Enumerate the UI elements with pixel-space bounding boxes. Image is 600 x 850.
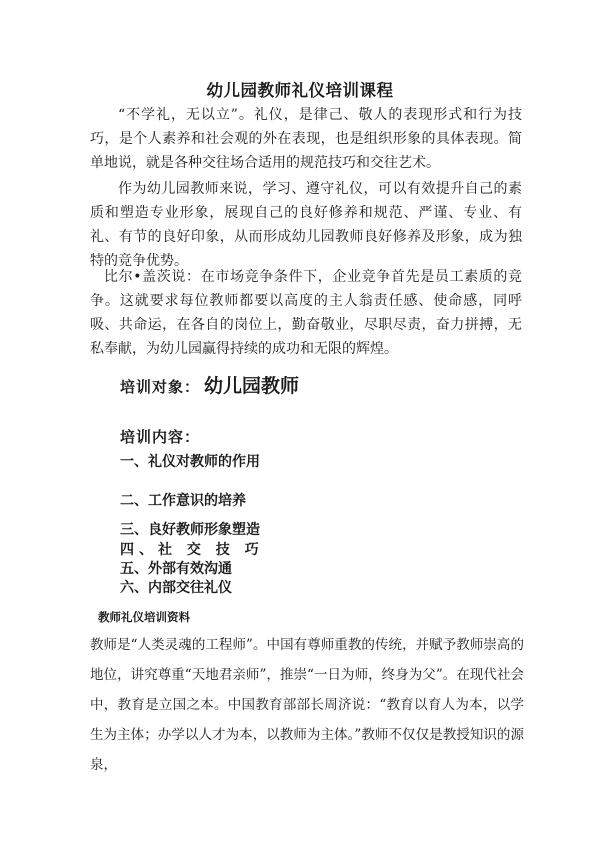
training-target — [120, 371, 299, 398]
content-item: 二、工作意识的培养 — [120, 493, 246, 509]
material-text: 教师是“人类灵魂的工程师”。中国有尊师重教的传统，并赋予教师崇高的地位，讲究尊重“天地君亲师”，推崇“一日为师，终身为父”。在现代社会中，教育是立国之本。中国教育部部长周济说：“教育以育人为本，以学生为主体；办学以人才为本，以教师为主体。”教师不仅仅是教授知识的源泉， — [90, 637, 524, 773]
teacher-paragraph: 作为幼儿园教师来说，学习、遵守礼仪，可以有效提升自己的素质和塑造专业形象，展现自己的良好修养和规范、严谨、专业、有礼、有节的良好印象，从而形成幼儿园教师良好修养及形象，成为独特的竞争优势。 — [90, 181, 522, 269]
content-item: 五、外部有效沟通 — [120, 561, 232, 577]
training-target-value: 幼儿园教师 — [204, 375, 300, 397]
intro-paragraph: “不学礼，无以立”。礼仪，是律己、敬人的表现形式和行为技巧，是个人素养和社会观的外在表现，也是组织形象的具体表现。简单地说，就是各种交往场合适用的规范技巧和交往艺术。 — [90, 107, 522, 171]
content-item: 一、礼仪对教师的作用 — [120, 454, 260, 470]
content-item: 四、社 交 技 巧 — [120, 542, 264, 558]
training-content-label: 培训内容： — [120, 428, 201, 446]
quote-paragraph: 比尔•盖茨说：在市场竞争条件下，企业竞争首先是员工素质的竞争。这就要求每位教师都要以高度的主人翁责任感、使命感，同呼吸、共命运，在各自的岗位上，勤奋敬业，尽职尽责，奋力拼搏，无私奉献，为幼儿园赢得持续的成功和无限的辉煌。 — [90, 269, 522, 357]
content-item: 三、良好教师形象塑造 — [120, 522, 260, 538]
content-item: 六、内部交往礼仪 — [120, 580, 232, 596]
training-target-label: 培训对象： — [120, 378, 201, 396]
material-title: 教师礼仪培训资料 — [98, 610, 190, 624]
page-title: 幼儿园教师礼仪培训课程 — [206, 81, 394, 100]
